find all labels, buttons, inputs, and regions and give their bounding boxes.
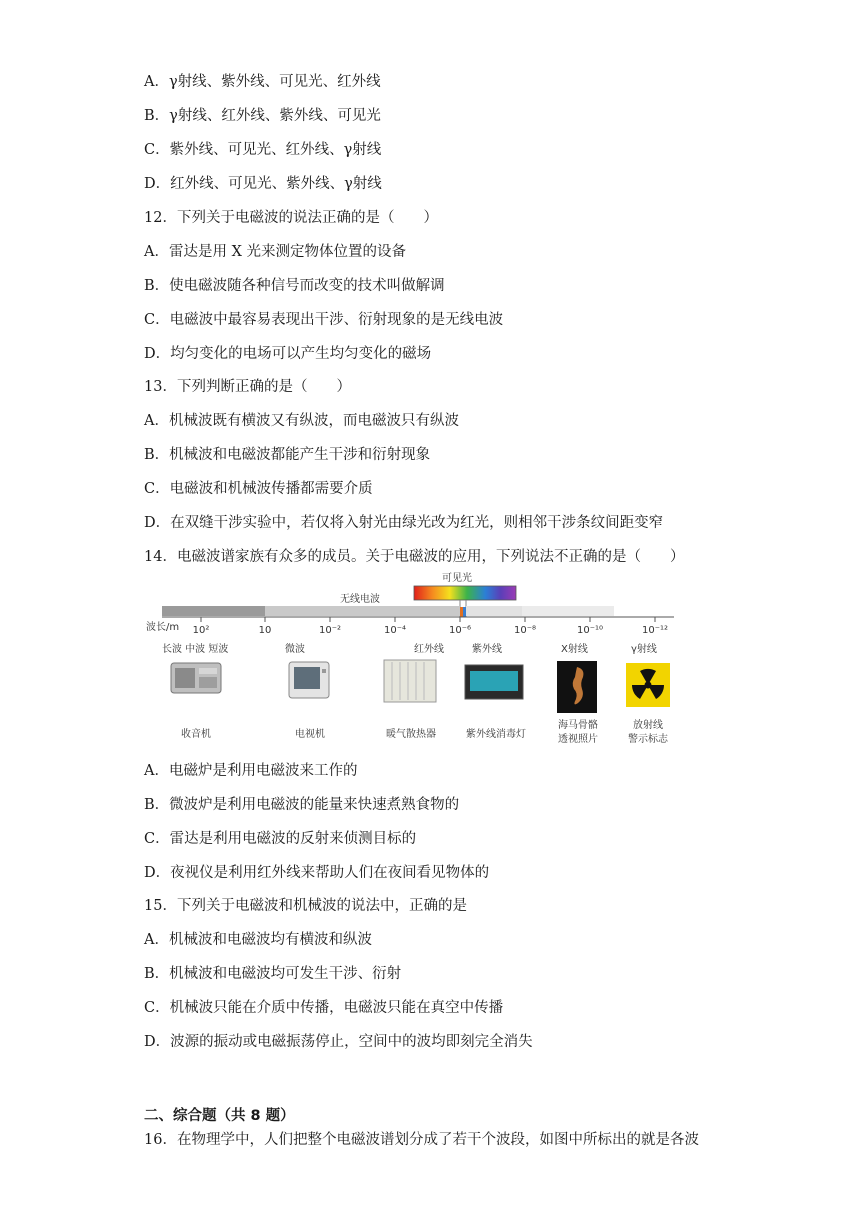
band-radio: [265, 606, 460, 616]
q13-option-b: B．机械波和电磁波都能产生干涉和衍射现象: [144, 447, 431, 463]
q12-option-d: D．均匀变化的电场可以产生均匀变化的磁场: [144, 346, 432, 362]
seahorse-xray-image: [557, 661, 597, 713]
q15-option-a: A．机械波和电磁波均有横波和纵波: [144, 932, 372, 948]
q12-stem: 12．下列关于电磁波的说法正确的是（ ）: [144, 210, 438, 226]
radio-wave-label: 无线电波: [340, 594, 380, 605]
q13-option-a: A．机械波既有横波又有纵波，而电磁波只有纵波: [144, 413, 459, 429]
tv-image: [289, 662, 329, 698]
caption-uv-lamp: 紫外线消毒灯: [466, 729, 526, 740]
q13-stem: 13．下列判断正确的是（ ）: [144, 379, 351, 395]
band-uv: [466, 606, 522, 616]
axis-tick-label: 10⁻²: [318, 625, 342, 636]
axis-tick-label: 10⁻⁶: [448, 625, 472, 636]
uv-lamp-image: [465, 665, 523, 699]
q14-stem: 14．电磁波谱家族有众多的成员。关于电磁波的应用，下列说法不正确的是（ ）: [144, 549, 685, 565]
radiation-sign-image: [626, 663, 670, 707]
band-label-radio-sub: 长波 中波 短波: [162, 644, 229, 655]
q12-option-b: B．使电磁波随各种信号而改变的技术叫做解调: [144, 278, 445, 294]
band-label-ultraviolet: 紫外线: [472, 644, 502, 655]
q14-option-a: A．电磁炉是利用电磁波来工作的: [144, 763, 358, 779]
band-xray: [522, 606, 614, 616]
caption-radio: 收音机: [181, 729, 211, 740]
q14-option-d: D．夜视仪是利用红外线来帮助人们在夜间看见物体的: [144, 865, 490, 881]
q12-option-a: A．雷达是用 X 光来测定物体位置的设备: [144, 244, 407, 260]
axis-tick-label: 10²: [192, 625, 210, 636]
q12-option-c: C．电磁波中最容易表现出干涉、衍射现象的是无线电波: [144, 312, 504, 328]
q15-option-c: C．机械波只能在介质中传播，电磁波只能在真空中传播: [144, 1000, 504, 1016]
radio-image: [171, 663, 221, 693]
q15-stem: 15．下列关于电磁波和机械波的说法中，正确的是: [144, 898, 467, 914]
q11-option-b: B．γ射线、红外线、紫外线、可见光: [144, 108, 381, 124]
axis-tick-label: 10⁻⁸: [513, 625, 537, 636]
q14-option-c: C．雷达是利用电磁波的反射来侦测目标的: [144, 831, 417, 847]
caption-seahorse: 海马骨骼 透视照片: [558, 720, 598, 745]
band-label-xray: X射线: [561, 644, 588, 655]
q11-option-c: C．紫外线、可见光、红外线、γ射线: [144, 142, 382, 158]
visible-slice-blue: [463, 607, 466, 617]
q11-option-a: A．γ射线、紫外线、可见光、红外线: [144, 74, 381, 90]
q13-option-c: C．电磁波和机械波传播都需要介质: [144, 481, 373, 497]
q11-option-d: D．红外线、可见光、紫外线、γ射线: [144, 176, 382, 192]
visible-slice-red: [460, 607, 463, 617]
band-label-microwave: 微波: [285, 644, 305, 655]
band-long-wave: [162, 606, 265, 616]
axis-label: 波长/m: [146, 622, 180, 633]
axis-tick-label: 10⁻¹⁰: [576, 625, 604, 636]
q16-stem: 16．在物理学中，人们把整个电磁波谱划分成了若干个波段，如图中所标出的就是各波: [144, 1132, 699, 1148]
caption-tv: 电视机: [295, 729, 325, 740]
axis-tick-label: 10⁻¹²: [641, 625, 669, 636]
axis-tick-label: 10: [258, 625, 272, 636]
electromagnetic-spectrum-figure: [144, 570, 684, 755]
visible-rainbow-bar: [414, 586, 516, 600]
q14-option-b: B．微波炉是利用电磁波的能量来快速煮熟食物的: [144, 797, 460, 813]
caption-radiation-sign: 放射线 警示标志: [628, 720, 668, 745]
visible-light-label: 可见光: [442, 573, 472, 584]
q15-option-d: D．波源的振动或电磁振荡停止，空间中的波均即刻完全消失: [144, 1034, 533, 1050]
band-label-infrared: 红外线: [414, 644, 444, 655]
q15-option-b: B．机械波和电磁波均可发生干涉、衍射: [144, 966, 402, 982]
axis-ticks: [193, 617, 668, 636]
q13-option-d: D．在双缝干涉实验中，若仅将入射光由绿光改为红光，则相邻干涉条纹间距变窄: [144, 515, 664, 531]
axis-tick-label: 10⁻⁴: [383, 625, 407, 636]
band-label-gamma: γ射线: [631, 644, 657, 655]
radiator-image: [384, 660, 436, 702]
section-title: 二、综合题（共 8 题）: [144, 1108, 295, 1124]
caption-radiator: 暖气散热器: [386, 729, 436, 740]
